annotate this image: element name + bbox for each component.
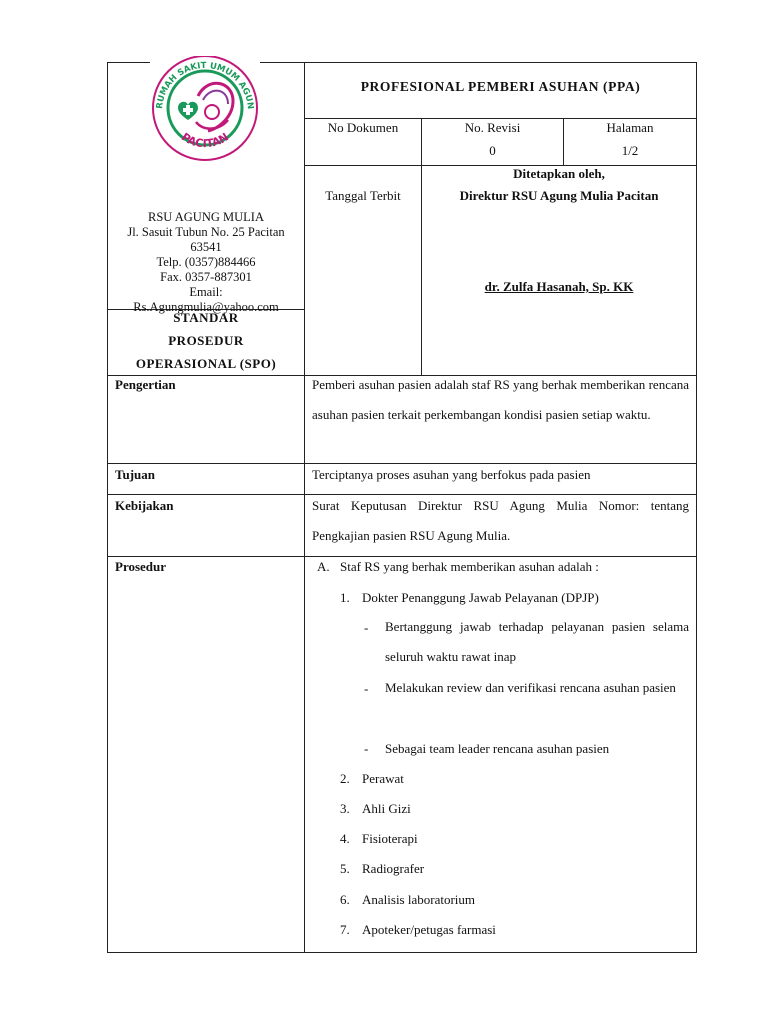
sub-text: Melakukan review dan verifikasi rencana asuhan pasien [385, 680, 676, 695]
list-item-num: 6. [340, 892, 350, 907]
table-border [107, 62, 108, 953]
spo-line: OPERASIONAL (SPO) [135, 356, 277, 371]
spo-title [108, 306, 304, 375]
direktur-label: Direktur RSU Agung Mulia Pacitan [459, 188, 659, 203]
table-border [107, 463, 697, 464]
list-item-text: Apoteker/petugas farmasi [362, 922, 496, 937]
kebijakan-text: Surat Keputusan Direktur RSU Agung Mulia Nomor: tentang Pengkajian pasien RSU Agung Mulia. [312, 498, 689, 543]
hospital-info [108, 210, 304, 315]
list-item-text: Dokter Penanggung Jawab Pelayanan (DPJP) [362, 590, 599, 605]
hospital-logo [148, 56, 262, 166]
no-dokumen-label: No Dokumen [327, 120, 399, 135]
list-item-text: Analisis laboratorium [362, 892, 476, 907]
list-item-num: 1. [340, 590, 350, 605]
hospital-phone: Telp. (0357)884466 [156, 255, 256, 269]
table-border [107, 556, 697, 557]
sub-text: Sebagai team leader rencana asuhan pasien [385, 741, 610, 756]
no-revisi-label: No. Revisi [464, 120, 521, 135]
hospital-name: RSU AGUNG MULIA [148, 210, 264, 224]
table-border [107, 62, 150, 63]
hospital-email: Rs.Agungmulia@yahoo.com [133, 300, 279, 314]
table-border [107, 952, 697, 953]
list-item-text: Perawat [362, 771, 404, 786]
prosedur-a-marker: A. [317, 559, 330, 574]
table-border [304, 118, 697, 119]
list-item-num: 2. [340, 771, 350, 786]
sub-dash: - [364, 741, 369, 756]
table-border [260, 62, 697, 63]
sub-dash: - [364, 620, 369, 635]
document-title: PROFESIONAL PEMBERI ASUHAN (PPA) [360, 79, 641, 94]
svg-text:RUMAH SAKIT UMUM AGUNG MULIA: RUMAH SAKIT UMUM AGUN [154, 60, 256, 110]
list-item-text: Radiografer [362, 861, 425, 876]
halaman-value: 1/2 [621, 143, 639, 158]
tanggal-terbit-label: Tanggal Terbit [325, 188, 401, 203]
signatory-name: dr. Zulfa Hasanah, Sp. KK [484, 279, 634, 294]
prosedur-a-text: Staf RS yang berhak memberikan asuhan adalah : [340, 559, 599, 574]
tujuan-label: Tujuan [115, 467, 155, 482]
hospital-email-label: Email: [189, 285, 223, 299]
list-item-num: 4. [340, 831, 350, 846]
list-item-text: Ahli Gizi [362, 801, 411, 816]
hospital-postal: 63541 [190, 240, 222, 254]
list-item-text: Fisioterapi [362, 831, 418, 846]
spo-line: PROSEDUR [168, 333, 244, 348]
list-item-num: 5. [340, 861, 350, 876]
spo-line: STANDAR [173, 310, 239, 325]
hospital-address: Jl. Sasuit Tubun No. 25 Pacitan [127, 225, 285, 239]
pengertian-label: Pengertian [115, 377, 176, 392]
pengertian-text: Pemberi asuhan pasien adalah staf RS yang berhak memberikan rencana asuhan pasien terkait perkembangan kondisi pasien setiap waktu. [312, 377, 689, 422]
prosedur-label: Prosedur [115, 559, 167, 574]
kebijakan-label: Kebijakan [115, 498, 174, 513]
halaman-label: Halaman [606, 120, 654, 135]
list-item-num: 7. [340, 922, 350, 937]
sub-text: Bertanggung jawab terhadap pelayanan pasien selama seluruh waktu rawat inap [385, 619, 689, 664]
tujuan-text: Terciptanya proses asuhan yang berfokus pada pasien [312, 467, 591, 482]
svg-text:PACITAN: PACITAN [179, 130, 231, 151]
ditetapkan-label: Ditetapkan oleh, [513, 166, 605, 181]
sub-dash: - [364, 681, 369, 696]
hospital-fax: Fax. 0357-887301 [160, 270, 252, 284]
no-revisi-value: 0 [489, 143, 496, 158]
table-border [696, 62, 697, 953]
list-item-num: 3. [340, 801, 350, 816]
